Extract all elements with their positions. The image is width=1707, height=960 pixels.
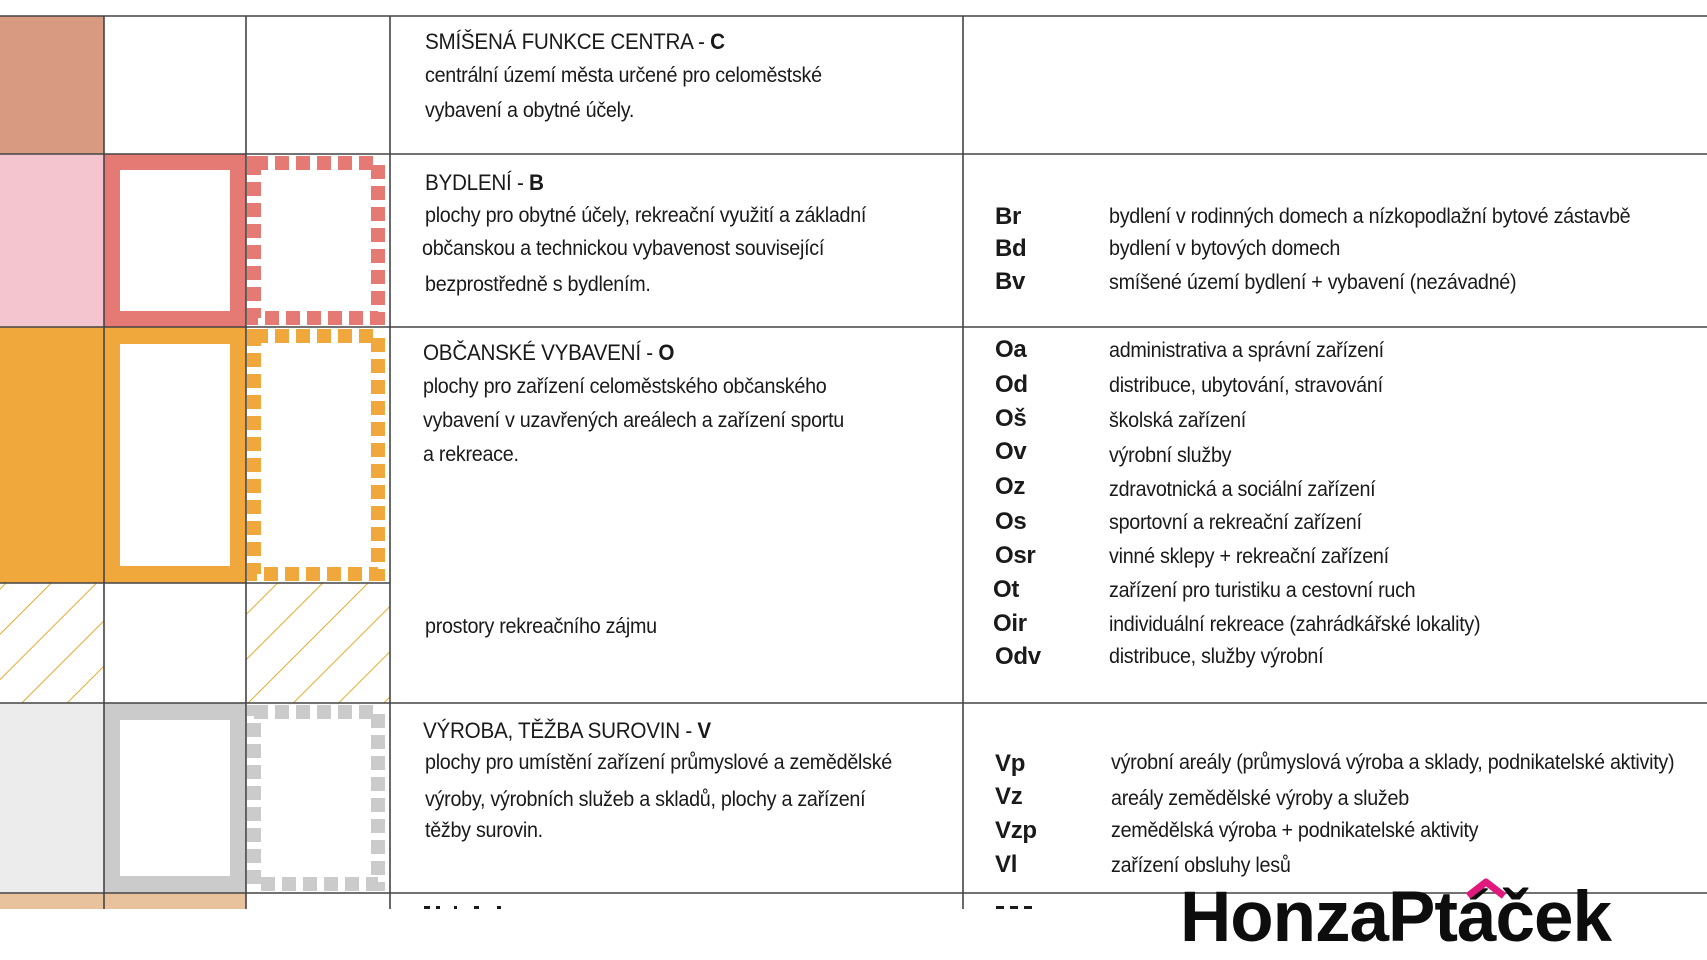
civic-code-desc: distribuce, služby výrobní — [1109, 645, 1324, 668]
next-row-swatch — [0, 893, 104, 909]
housing-code-desc: bydlení v rodinných domech a nízkopodlažní bytové zástavbě — [1109, 205, 1631, 228]
civic-code: Oir — [993, 610, 1027, 637]
civic-code: Od — [995, 371, 1028, 398]
housing-fill-swatch — [0, 154, 104, 327]
production-code: Vl — [995, 851, 1018, 878]
center-fill-swatch — [0, 16, 104, 154]
civic-code: Os — [995, 508, 1027, 535]
civic-code-desc: vinné sklepy + rekreační zařízení — [1109, 545, 1389, 568]
civic-dashed-frame-swatch — [254, 336, 378, 574]
civic-letter: O — [658, 340, 675, 365]
production-title: VÝROBA, TĚŽBA SUROVIN - V — [423, 718, 711, 743]
civic-code-desc: zařízení pro turistiku a cestovní ruch — [1109, 579, 1416, 602]
civic-desc-line-2: vybavení v uzavřených areálech a zařízení sportu — [423, 409, 844, 432]
watermark-logo: HonzaPtáček — [1180, 878, 1611, 957]
center-letter: C — [710, 29, 725, 54]
recreation-label: prostory rekreačního zájmu — [425, 615, 657, 638]
housing-letter: B — [529, 170, 544, 195]
production-desc-line-2: výroby, výrobních služeb a skladů, plochy a zařízení — [425, 788, 866, 811]
civic-code: Ot — [993, 576, 1020, 603]
production-code: Vzp — [995, 817, 1037, 844]
civic-code: Ov — [995, 438, 1027, 465]
housing-code: Bd — [995, 235, 1027, 262]
production-desc-line-1: plochy pro umístění zařízení průmyslové a zemědělské — [425, 751, 893, 774]
production-dashed-frame-swatch — [254, 712, 378, 884]
civic-code-desc: výrobní služby — [1109, 444, 1232, 467]
civic-code-desc: individuální rekreace (zahrádkářské lokality) — [1109, 613, 1481, 636]
civic-code: Oš — [995, 405, 1027, 432]
housing-code: Bv — [995, 268, 1026, 295]
production-letter: V — [697, 718, 711, 743]
housing-code-desc: smíšené území bydlení + vybavení (nezávadné) — [1109, 271, 1517, 294]
production-fill-swatch — [0, 703, 104, 893]
civic-desc-line-1: plochy pro zařízení celoměstského občanského — [423, 375, 827, 398]
civic-code-desc: distribuce, ubytování, stravování — [1109, 374, 1383, 397]
recreation-hatch-swatch — [0, 583, 104, 703]
next-row-swatch-2 — [104, 893, 246, 909]
civic-code-desc: zdravotnická a sociální zařízení — [1109, 478, 1376, 501]
production-code-desc: areály zemědělské výroby a služeb — [1111, 787, 1409, 810]
civic-title: OBČANSKÉ VYBAVENÍ - O — [423, 340, 675, 365]
housing-code-desc: bydlení v bytových domech — [1109, 237, 1341, 260]
civic-code-desc: administrativa a správní zařízení — [1109, 339, 1384, 362]
housing-dashed-frame-swatch — [254, 163, 378, 318]
watermark-accent-icon — [1466, 876, 1526, 902]
housing-desc-line-1: plochy pro obytné účely, rekreační využití a základní — [425, 204, 867, 227]
production-desc-line-3: těžby surovin. — [425, 819, 543, 842]
civic-code: Osr — [995, 542, 1036, 569]
housing-desc-line-3: bezprostředně s bydlením. — [425, 273, 651, 296]
center-desc-line-1: centrální území města určené pro celoměstské — [425, 64, 822, 87]
housing-title: BYDLENÍ - B — [425, 170, 544, 195]
civic-code-desc: školská zařízení — [1109, 409, 1247, 432]
civic-code: Oa — [995, 336, 1027, 363]
recreation-hatch-swatch-2 — [246, 583, 390, 703]
production-code-desc: zemědělská výroba + podnikatelské aktivity — [1111, 819, 1479, 842]
production-code-desc: zařízení obsluhy lesů — [1111, 854, 1291, 877]
civic-desc-line-3: a rekreace. — [423, 443, 519, 466]
center-title: SMÍŠENÁ FUNKCE CENTRA - C — [425, 29, 725, 54]
civic-code: Odv — [995, 643, 1041, 670]
center-desc-line-2: vybavení a obytné účely. — [425, 99, 635, 122]
housing-code: Br — [995, 203, 1022, 230]
civic-fill-swatch — [0, 327, 104, 583]
production-code: Vp — [995, 750, 1026, 777]
production-code: Vz — [995, 783, 1023, 810]
production-code-desc: výrobní areály (průmyslová výroba a sklady, podnikatelské aktivity) — [1111, 751, 1675, 774]
civic-code: Oz — [995, 473, 1026, 500]
civic-code-desc: sportovní a rekreační zařízení — [1109, 511, 1362, 534]
housing-desc-line-2: občanskou a technickou vybavenost související — [422, 237, 825, 260]
